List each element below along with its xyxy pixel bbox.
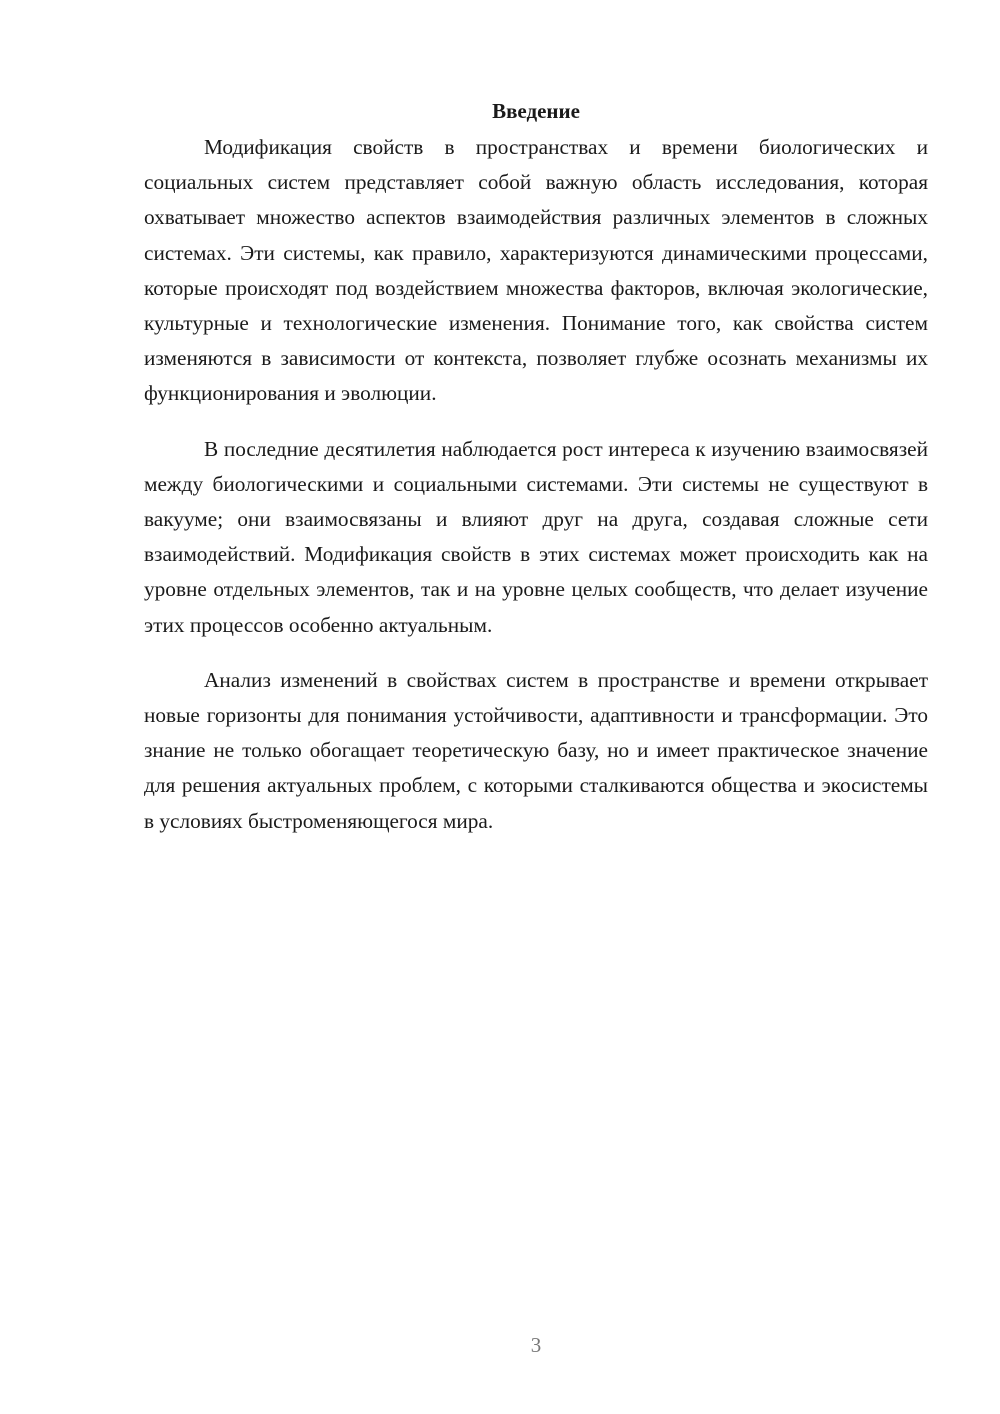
paragraph-1: Модификация свойств в пространствах и времени биологических и социальных систем представляет собой важную область исследования, которая охватывает множество аспектов взаимодействия различных элементов в сложных системах. Эти системы, как правило, характеризуются динамическими процессами, которые происходят под воздействием множества факторов, включая экологические, культурные и технологические изменения. Понимание того, как свойства систем изменяются в зависимости от контекста, позволяет глубже осознать механизмы их функционирования и эволюции.: [144, 135, 928, 406]
section-heading: Введение: [492, 99, 580, 123]
paragraph-3: Анализ изменений в свойствах систем в пространстве и времени открывает новые горизонты для понимания устойчивости, адаптивности и трансформации. Это знание не только обогащает теоретическую базу, но и имеет практическое значение для решения актуальных проблем, с которыми сталкиваются общества и экосистемы в условиях быстроменяющегося мира.: [144, 667, 928, 833]
page-content: [144, 96, 928, 859]
paragraph-2: В последние десятилетия наблюдается рост интереса к изучению взаимосвязей между биологическими и социальными системами. Эти системы не существуют в вакууме; они взаимосвязаны и влияют друг на друга, создавая сложные сети взаимодействий. Модификация свойств в этих системах может происходить как на уровне отдельных элементов, так и на уровне целых сообществ, что делает изучение этих процессов особенно актуальным.: [144, 436, 928, 637]
page-number: 3: [530, 1333, 542, 1357]
